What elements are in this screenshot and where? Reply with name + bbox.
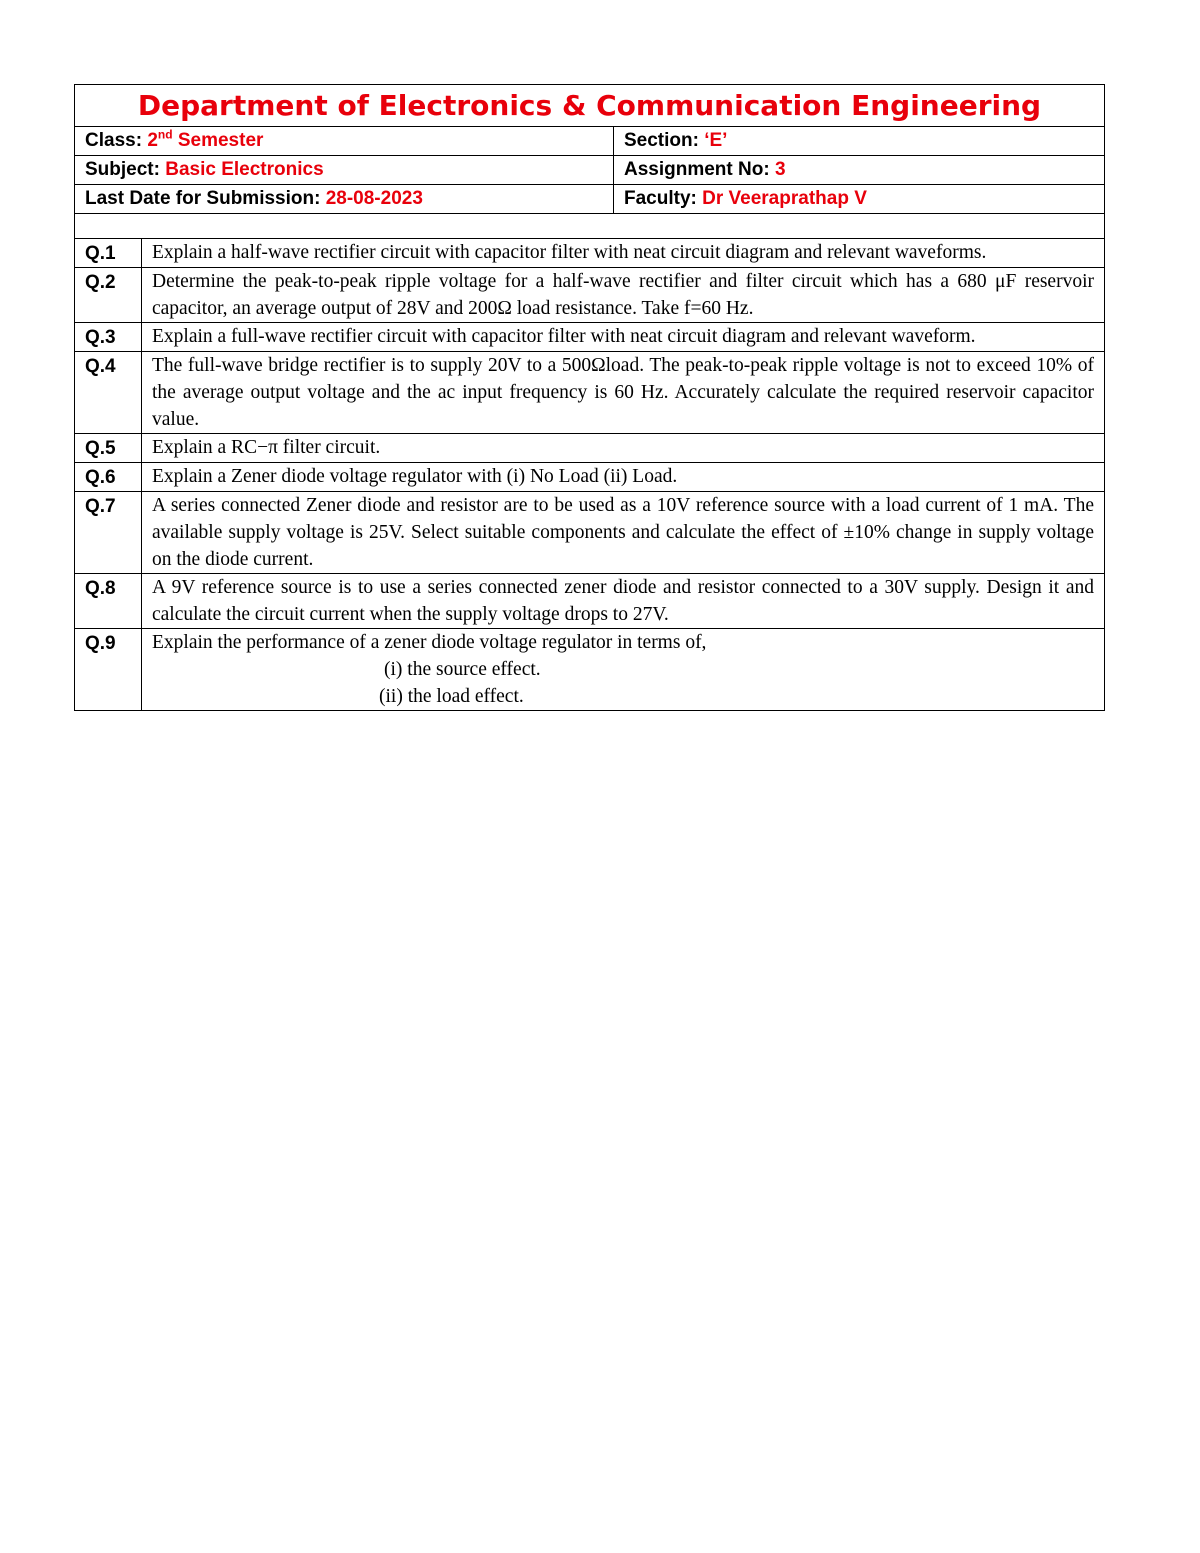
subject-value: Basic Electronics [165, 159, 324, 180]
question-number: Q.6 [75, 463, 142, 492]
assignment-label: Assignment No: [624, 159, 770, 180]
question-subitem: (i) the source effect. [384, 659, 541, 680]
question-subitem: (ii) the load effect. [379, 686, 524, 707]
question-number: Q.2 [75, 268, 142, 323]
class-num: 2 [147, 130, 158, 151]
subject-row [75, 156, 1105, 185]
question-row [75, 574, 1105, 629]
question-row [75, 239, 1105, 268]
class-label: Class: [85, 130, 143, 151]
class-cell [75, 127, 614, 156]
assignment-cell [614, 156, 1105, 185]
question-number: Q.9 [75, 629, 142, 711]
subject-cell [75, 156, 614, 185]
spacer-row [75, 214, 1105, 239]
question-number: Q.1 [75, 239, 142, 268]
assignment-value: 3 [774, 159, 786, 180]
question-text: Explain a Zener diode voltage regulator with (i) No Load (ii) Load. [142, 463, 1105, 492]
question-text: The full-wave bridge rectifier is to supply 20V to a 500Ωload. The peak-to-peak ripple voltage is not to exceed 10% of the average output voltage and the ac input frequency is 60 Hz. Accurately calculate the required reservoir capacitor value. [142, 352, 1105, 434]
question-row [75, 492, 1105, 574]
lastdate-value: 28-08-2023 [325, 188, 423, 209]
question-text: Determine the peak-to-peak ripple voltage for a half-wave rectifier and filter circuit which has a 680 μF reservoir capacitor, an average output of 28V and 200Ω load resistance. Take f=60 Hz. [142, 268, 1105, 323]
question-number: Q.3 [75, 323, 142, 352]
question-row [75, 434, 1105, 463]
lastdate-label: Last Date for Submission: [85, 188, 321, 209]
class-rest: Semester [177, 130, 264, 151]
title-row [75, 85, 1105, 127]
section-cell [614, 127, 1105, 156]
question-text: Explain a RC−π filter circuit. [142, 434, 1105, 463]
question-row [75, 352, 1105, 434]
question-text: A 9V reference source is to use a series connected zener diode and resistor connected to a 30V supply. Design it and calculate the circuit current when the supply voltage drops to 27V. [142, 574, 1105, 629]
question-text: Explain a half-wave rectifier circuit with capacitor filter with neat circuit diagram and relevant waveforms. [142, 239, 1105, 268]
question-row [75, 629, 1105, 711]
question-number: Q.7 [75, 492, 142, 574]
question-number: Q.8 [75, 574, 142, 629]
department-title: Department of Electronics & Communication Engineering [75, 85, 1105, 127]
spacer-cell [75, 214, 1105, 239]
class-row [75, 127, 1105, 156]
question-text: A series connected Zener diode and resistor are to be used as a 10V reference source with a load current of 1 mA. The available supply voltage is 25V. Select suitable components and calculate the effect of ±10% change in supply voltage on the diode current. [142, 492, 1105, 574]
question-row [75, 268, 1105, 323]
question-number: Q.4 [75, 352, 142, 434]
question-row [75, 323, 1105, 352]
date-row [75, 185, 1105, 214]
subject-label: Subject: [85, 159, 160, 180]
section-value: ‘E’ [704, 130, 728, 151]
faculty-value: Dr Veeraprathap V [702, 188, 867, 209]
question-text: Explain the performance of a zener diode voltage regulator in terms of, [152, 632, 707, 653]
faculty-label: Faculty: [624, 188, 697, 209]
faculty-cell [614, 185, 1105, 214]
class-value [147, 127, 264, 151]
section-label: Section: [624, 130, 699, 151]
question-text-block [142, 629, 1105, 711]
question-number: Q.5 [75, 434, 142, 463]
lastdate-cell [75, 185, 614, 214]
question-row [75, 463, 1105, 492]
question-text: Explain a full-wave rectifier circuit with capacitor filter with neat circuit diagram and relevant waveform. [142, 323, 1105, 352]
assignment-table [74, 84, 1105, 711]
class-sup: nd [157, 127, 173, 142]
